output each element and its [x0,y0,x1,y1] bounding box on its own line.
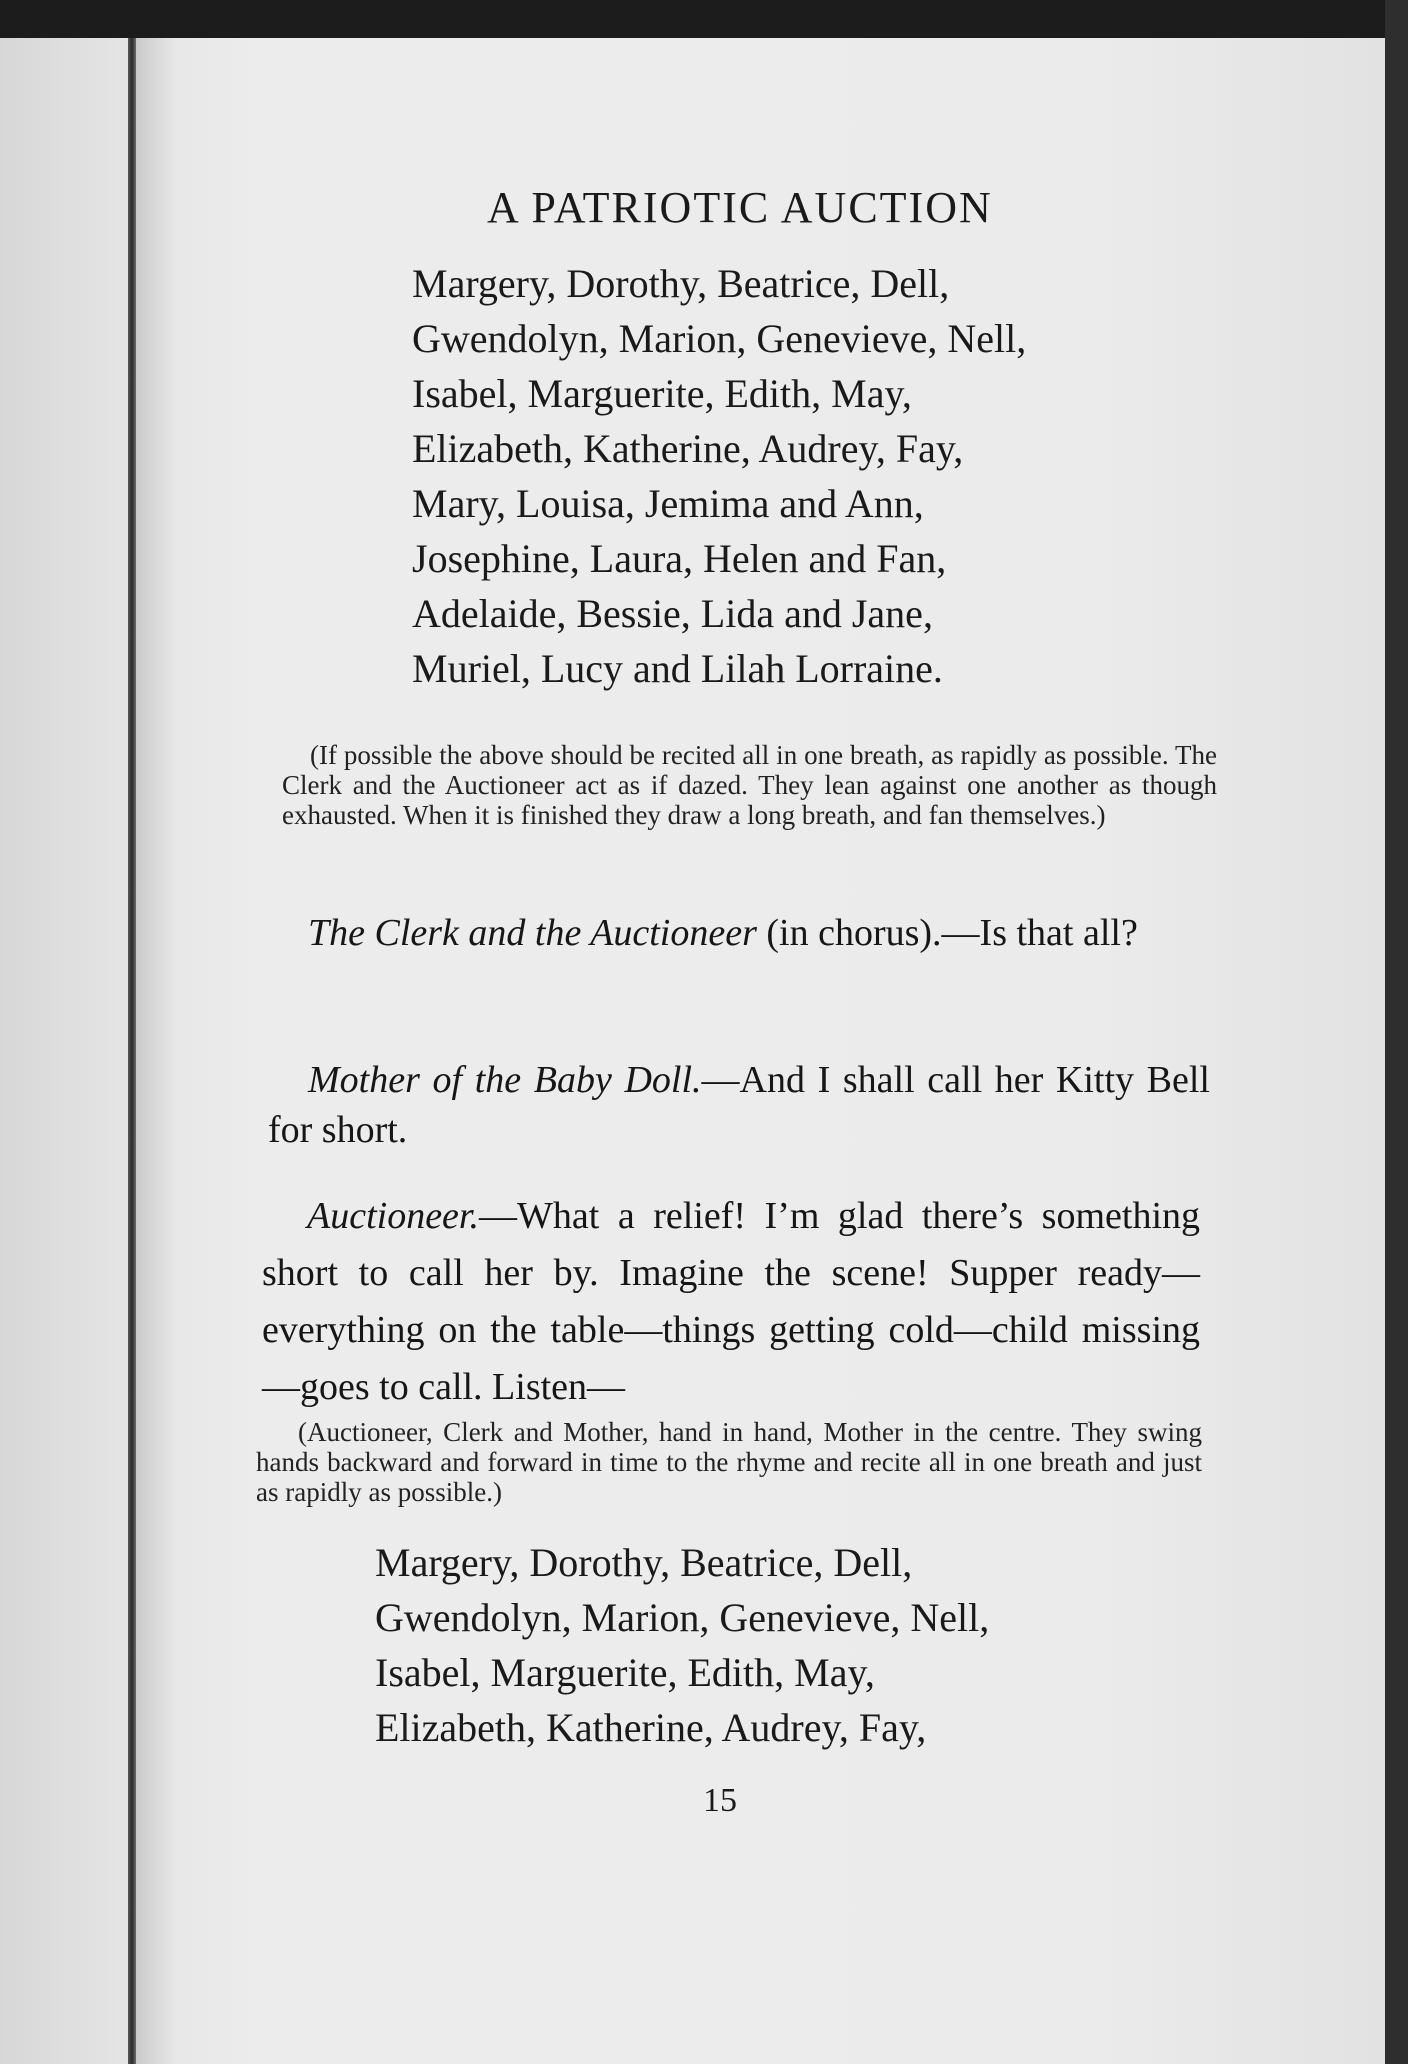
verse-line: Adelaide, Bessie, Lida and Jane, [412,591,933,636]
page-title: A PATRIOTIC AUCTION [487,183,993,232]
dialogue-paragraph [268,1055,1210,1155]
verse-line: Gwendolyn, Marion, Genevieve, Nell, [375,1595,990,1640]
speaker-name: Auctioneer. [307,1195,480,1237]
speaker-name: Mother of the Baby Doll. [308,1059,702,1101]
verse-line: Elizabeth, Katherine, Audrey, Fay, [412,426,964,471]
stage-direction: (Auctioneer, Clerk and Mother, hand in hand, Mother in the centre. They swing hands backward and forward in time to the rhyme and recite all in one breath and just as rapidly as possible.) [256,1417,1202,1507]
verse-line: Josephine, Laura, Helen and Fan, [412,536,947,581]
verse-line: Isabel, Marguerite, Edith, May, [412,371,912,416]
scan-border-right [1385,0,1408,2064]
verse-line: Muriel, Lucy and Lilah Lorraine. [412,646,943,691]
verse-bottom [375,1535,989,1755]
dialogue-paragraph [262,1188,1200,1416]
page-number: 15 [703,1782,737,1819]
verse-line: Isabel, Marguerite, Edith, May, [375,1650,875,1695]
speaker-name: The Clerk and the Auctioneer [308,912,757,954]
verse-top [412,256,1026,696]
dialogue-paragraph [272,908,1214,958]
dialogue-text: —What a relief! I’m glad there’s something short to call her by. Imagine the scene! Supper ready—everything on the table—things getting cold—child missing—goes to call. Listen— [262,1195,1200,1408]
dialogue-text: —And I shall call her Kitty Bell for short. [268,1059,1210,1151]
verse-line: Margery, Dorothy, Beatrice, Dell, [412,261,950,306]
dialogue-text: (in chorus).—Is that all? [756,912,1138,954]
stage-direction: (If possible the above should be recited all in one breath, as rapidly as possible. The Clerk and the Auctioneer act as if dazed. They lean against one another as though exhausted. When it is finished they draw a long breath, and fan themselves.) [282,740,1217,830]
verse-line: Mary, Louisa, Jemima and Ann, [412,481,924,526]
verse-line: Margery, Dorothy, Beatrice, Dell, [375,1540,913,1585]
verse-line: Elizabeth, Katherine, Audrey, Fay, [375,1705,927,1750]
verse-line: Gwendolyn, Marion, Genevieve, Nell, [412,316,1027,361]
